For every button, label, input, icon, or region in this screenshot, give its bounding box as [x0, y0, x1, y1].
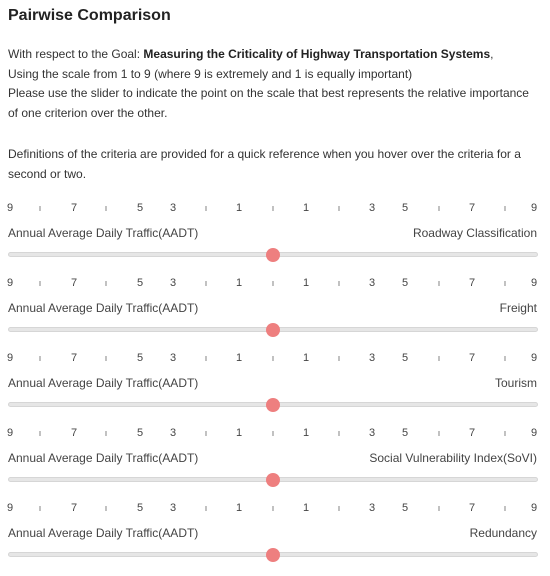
criterion-right[interactable]: Social Vulnerability Index(SoVI): [369, 451, 537, 465]
slider-instruction: Please use the slider to indicate the point on the scale that best represents the relative importance of one criterion over the other.: [8, 86, 529, 120]
scale-tick-label: 5: [136, 277, 144, 289]
scale-minor-tick: ı: [503, 428, 507, 438]
importance-slider[interactable]: [8, 248, 538, 262]
goal-prefix: With respect to the Goal:: [8, 47, 144, 61]
comparison-row: [0, 275, 550, 350]
scale-tick-label: 5: [401, 277, 409, 289]
goal-name: Measuring the Criticality of Highway Transportation Systems: [143, 47, 491, 61]
scale-tick-label: 7: [468, 502, 476, 514]
slider-thumb[interactable]: [266, 548, 280, 562]
scale-tick-label: 7: [468, 277, 476, 289]
scale-tick-label: 3: [368, 202, 376, 214]
scale-minor-tick: ı: [271, 353, 275, 363]
scale-tick-label: 9: [6, 502, 14, 514]
scale-tick-label: 9: [6, 427, 14, 439]
scale-tick-label: 1: [235, 502, 243, 514]
scale-minor-tick: ı: [437, 278, 441, 288]
scale-tick-label: 1: [235, 352, 243, 364]
scale-tick-label: 9: [6, 352, 14, 364]
scale-minor-tick: ı: [204, 278, 208, 288]
scale-tick-label: 9: [530, 277, 538, 289]
scale-tick-label: 3: [169, 277, 177, 289]
scale-labels: [0, 200, 550, 216]
slider-thumb[interactable]: [266, 473, 280, 487]
scale-minor-tick: ı: [104, 278, 108, 288]
scale-tick-label: 7: [70, 427, 78, 439]
criterion-left[interactable]: Annual Average Daily Traffic(AADT): [8, 376, 199, 390]
scale-tick-label: 5: [136, 352, 144, 364]
criterion-right[interactable]: Roadway Classification: [412, 226, 537, 240]
scale-minor-tick: ı: [271, 503, 275, 513]
scale-tick-label: 9: [6, 277, 14, 289]
scale-tick-label: 1: [235, 202, 243, 214]
scale-tick-label: 3: [169, 352, 177, 364]
scale-tick-label: 5: [401, 502, 409, 514]
scale-tick-label: 3: [169, 502, 177, 514]
scale-minor-tick: ı: [204, 203, 208, 213]
criterion-left[interactable]: Annual Average Daily Traffic(AADT): [8, 526, 199, 540]
scale-minor-tick: ı: [104, 353, 108, 363]
scale-minor-tick: ı: [503, 503, 507, 513]
scale-minor-tick: ı: [437, 503, 441, 513]
scale-explanation: Using the scale from 1 to 9 (where 9 is extremely and 1 is equally important): [8, 66, 413, 81]
scale-labels: [0, 275, 550, 291]
scale-tick-label: 3: [169, 202, 177, 214]
scale-tick-label: 1: [235, 277, 243, 289]
slider-thumb[interactable]: [266, 398, 280, 412]
scale-minor-tick: ı: [104, 203, 108, 213]
scale-minor-tick: ı: [337, 503, 341, 513]
scale-minor-tick: ı: [437, 203, 441, 213]
instructions: [8, 45, 538, 123]
scale-minor-tick: ı: [38, 203, 42, 213]
importance-slider[interactable]: [8, 473, 538, 487]
scale-tick-label: 3: [169, 427, 177, 439]
comparison-row: [0, 200, 550, 275]
criterion-right[interactable]: Tourism: [494, 376, 537, 390]
scale-tick-label: 1: [302, 502, 310, 514]
scale-tick-label: 5: [136, 502, 144, 514]
scale-tick-label: 1: [235, 427, 243, 439]
scale-tick-label: 3: [368, 352, 376, 364]
scale-minor-tick: ı: [204, 353, 208, 363]
slider-thumb[interactable]: [266, 323, 280, 337]
scale-minor-tick: ı: [204, 503, 208, 513]
importance-slider[interactable]: [8, 323, 538, 337]
scale-tick-label: 1: [302, 277, 310, 289]
scale-minor-tick: ı: [38, 278, 42, 288]
scale-tick-label: 5: [136, 427, 144, 439]
scale-minor-tick: ı: [38, 353, 42, 363]
scale-tick-label: 5: [401, 427, 409, 439]
scale-tick-label: 3: [368, 502, 376, 514]
scale-tick-label: 1: [302, 352, 310, 364]
scale-tick-label: 3: [368, 277, 376, 289]
scale-tick-label: 5: [401, 202, 409, 214]
scale-minor-tick: ı: [503, 203, 507, 213]
scale-tick-label: 7: [468, 202, 476, 214]
scale-tick-label: 7: [70, 352, 78, 364]
criterion-left[interactable]: Annual Average Daily Traffic(AADT): [8, 301, 199, 315]
scale-minor-tick: ı: [337, 428, 341, 438]
scale-labels: [0, 500, 550, 516]
scale-minor-tick: ı: [503, 278, 507, 288]
page-title: Pairwise Comparison: [8, 7, 171, 24]
scale-tick-label: 9: [530, 427, 538, 439]
scale-tick-label: 1: [302, 202, 310, 214]
scale-minor-tick: ı: [271, 203, 275, 213]
scale-labels: [0, 425, 550, 441]
importance-slider[interactable]: [8, 548, 538, 562]
scale-minor-tick: ı: [38, 428, 42, 438]
scale-tick-label: 1: [302, 427, 310, 439]
scale-tick-label: 5: [136, 202, 144, 214]
scale-minor-tick: ı: [337, 203, 341, 213]
scale-minor-tick: ı: [437, 428, 441, 438]
comparison-row: [0, 350, 550, 425]
scale-labels: [0, 350, 550, 366]
scale-minor-tick: ı: [104, 428, 108, 438]
scale-tick-label: 7: [70, 277, 78, 289]
scale-minor-tick: ı: [503, 353, 507, 363]
scale-minor-tick: ı: [337, 278, 341, 288]
scale-minor-tick: ı: [337, 353, 341, 363]
comparison-row: [0, 425, 550, 500]
scale-tick-label: 9: [530, 502, 538, 514]
scale-tick-label: 9: [530, 352, 538, 364]
criterion-left[interactable]: Annual Average Daily Traffic(AADT): [8, 451, 199, 465]
scale-minor-tick: ı: [437, 353, 441, 363]
criterion-right[interactable]: Freight: [499, 301, 537, 315]
scale-tick-label: 3: [368, 427, 376, 439]
definitions-note: Definitions of the criteria are provided for a quick reference when you hover over the criteria for a second or two.: [8, 147, 521, 181]
scale-tick-label: 5: [401, 352, 409, 364]
goal-suffix: ,: [490, 47, 494, 61]
importance-slider[interactable]: [8, 398, 538, 412]
scale-minor-tick: ı: [271, 278, 275, 288]
scale-tick-label: 7: [468, 352, 476, 364]
scale-minor-tick: ı: [38, 503, 42, 513]
scale-tick-label: 7: [70, 502, 78, 514]
criterion-right[interactable]: Redundancy: [469, 526, 537, 540]
scale-minor-tick: ı: [271, 428, 275, 438]
scale-tick-label: 7: [70, 202, 78, 214]
scale-tick-label: 9: [6, 202, 14, 214]
scale-tick-label: 7: [468, 427, 476, 439]
scale-tick-label: 9: [530, 202, 538, 214]
scale-minor-tick: ı: [204, 428, 208, 438]
slider-thumb[interactable]: [266, 248, 280, 262]
scale-minor-tick: ı: [104, 503, 108, 513]
goal-line: [8, 45, 538, 65]
criterion-left[interactable]: Annual Average Daily Traffic(AADT): [8, 226, 199, 240]
comparison-row: [0, 500, 550, 575]
